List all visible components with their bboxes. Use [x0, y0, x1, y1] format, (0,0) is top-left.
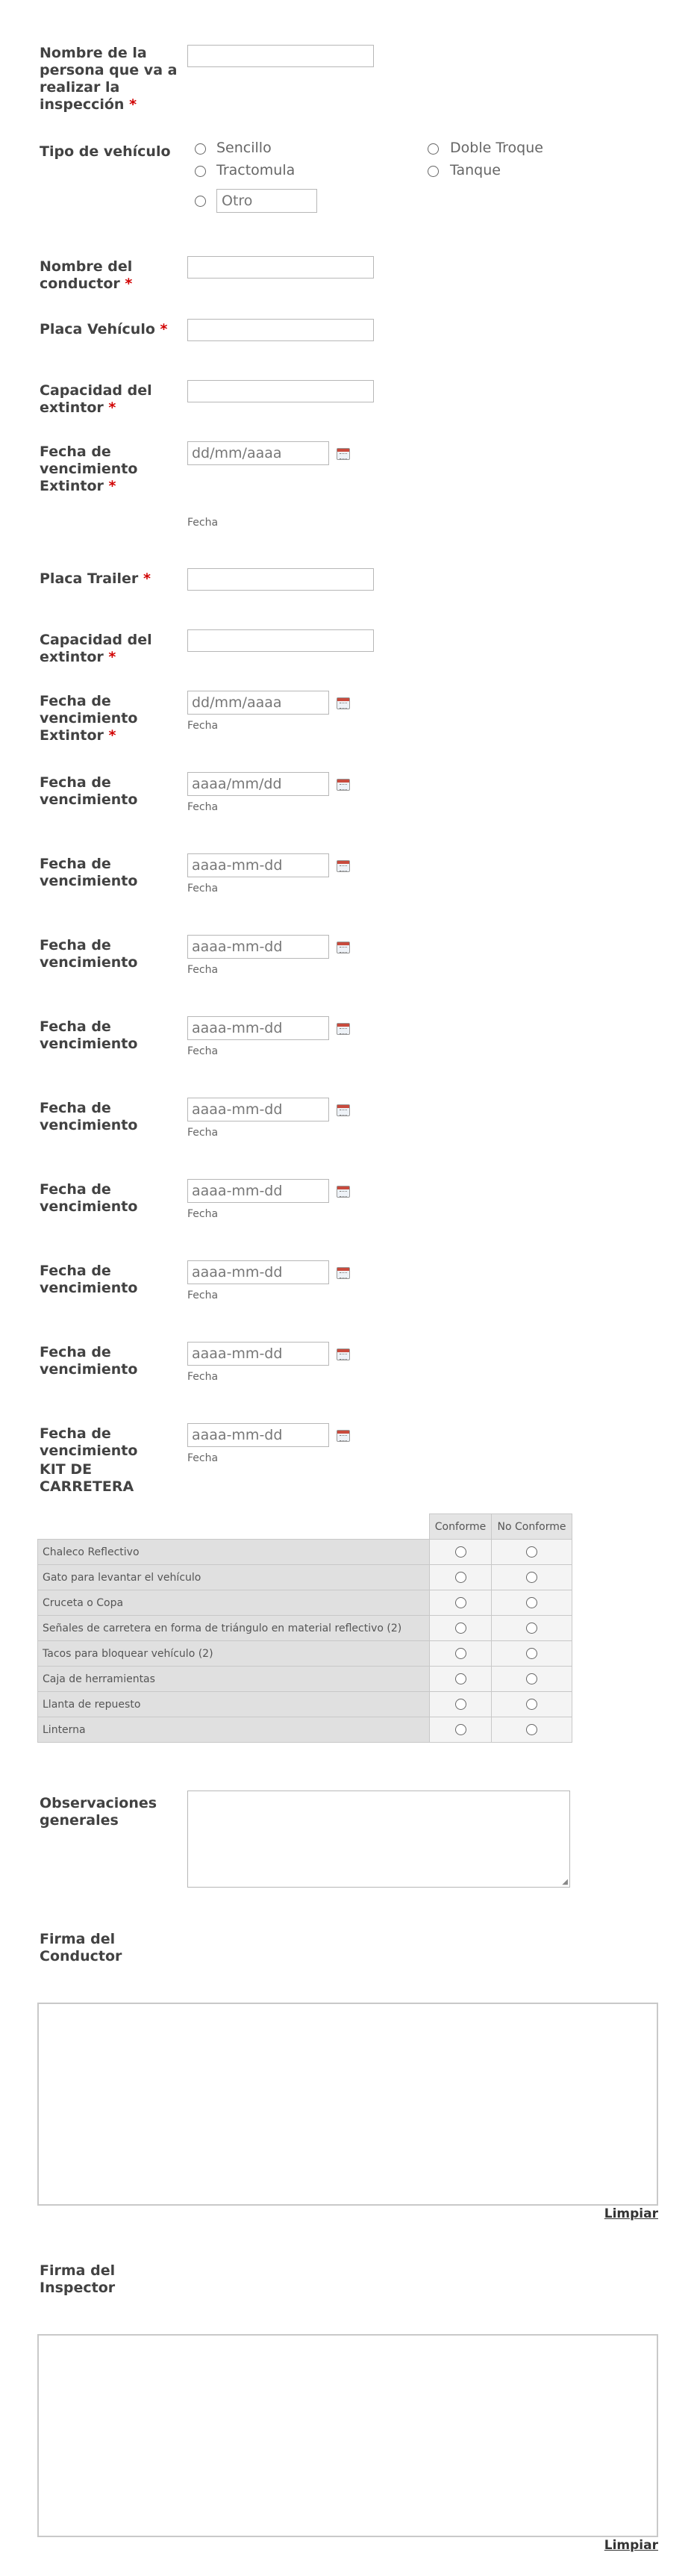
extinguisher-capacity-2-label: Capacidad del extintor * [40, 632, 152, 665]
vehicle-type-radio-doble-troque[interactable] [428, 143, 439, 155]
kit-header-conforme: Conforme [430, 1514, 492, 1540]
kit-cell-no-conforme [492, 1540, 572, 1565]
kit-title: KIT DE CARRETERA [40, 1461, 134, 1495]
calendar-icon[interactable] [337, 697, 350, 709]
kit-table [37, 1513, 572, 1743]
expiry-date-input[interactable]: aaaa-mm-dd [187, 1423, 329, 1447]
kit-cell-conforme [430, 1540, 492, 1565]
date-sublabel: Fecha [187, 1045, 219, 1057]
extinguisher-expiry-2-input[interactable]: dd/mm/aaaa [187, 691, 329, 715]
kit-cell-conforme [430, 1692, 492, 1717]
expiry-date-label: Fecha de vencimiento [40, 856, 138, 889]
extinguisher-capacity-label: Capacidad del extintor * [40, 382, 152, 416]
vehicle-type-other-input[interactable] [216, 189, 317, 213]
kit-row [38, 1667, 572, 1692]
kit-header-no-conforme: No Conforme [492, 1514, 572, 1540]
calendar-icon[interactable] [337, 1186, 350, 1198]
calendar-icon[interactable] [337, 1348, 350, 1360]
kit-cell-no-conforme [492, 1616, 572, 1641]
date-sublabel: Fecha [187, 1371, 219, 1383]
kit-cell-no-conforme [492, 1565, 572, 1590]
required-mark: * [129, 96, 137, 113]
required-mark: * [160, 321, 168, 337]
driver-name-input[interactable] [187, 256, 374, 279]
kit-radio-no-conforme[interactable] [526, 1546, 537, 1558]
kit-radio-no-conforme[interactable] [526, 1673, 537, 1684]
kit-cell-conforme [430, 1590, 492, 1616]
date-sublabel: Fecha [187, 1208, 219, 1220]
resize-handle-icon[interactable]: ◢ [562, 1878, 568, 1886]
kit-header-row [38, 1514, 572, 1540]
extinguisher-capacity-input[interactable] [187, 380, 374, 402]
vehicle-type-radio-tanque[interactable] [428, 166, 439, 177]
required-mark: * [143, 570, 151, 587]
kit-item-label: Tacos para bloquear vehículo (2) [38, 1641, 430, 1667]
kit-row [38, 1717, 572, 1743]
kit-radio-no-conforme[interactable] [526, 1699, 537, 1710]
observations-label: Observaciones generales [40, 1795, 157, 1829]
kit-radio-conforme[interactable] [455, 1699, 466, 1710]
kit-body [38, 1540, 572, 1743]
kit-radio-no-conforme[interactable] [526, 1648, 537, 1659]
trailer-plate-input[interactable] [187, 568, 374, 591]
expiry-date-label: Fecha de vencimiento [40, 1263, 138, 1296]
kit-radio-conforme[interactable] [455, 1572, 466, 1583]
kit-item-label: Chaleco Reflectivo [38, 1540, 430, 1565]
inspector-signature-clear-link[interactable]: Limpiar [604, 2538, 658, 2553]
calendar-icon[interactable] [337, 779, 350, 791]
kit-radio-conforme[interactable] [455, 1546, 466, 1558]
required-mark: * [108, 478, 116, 494]
inspector-name-label: Nombre de la persona que va a realizar la inspección * [40, 45, 178, 113]
vehicle-type-radio-tractomula[interactable] [195, 166, 206, 177]
expiry-date-label: Fecha de vencimiento [40, 1181, 138, 1215]
inspector-signature-label: Firma del Inspector [40, 2262, 116, 2296]
kit-row [38, 1641, 572, 1667]
calendar-icon[interactable] [337, 448, 350, 460]
vehicle-type-radio-sencillo[interactable] [195, 143, 206, 155]
kit-cell-conforme [430, 1667, 492, 1692]
date-sublabel: Fecha [187, 1289, 219, 1301]
extinguisher-expiry-input[interactable]: dd/mm/aaaa [187, 441, 329, 465]
expiry-date-input[interactable]: aaaa-mm-dd [187, 853, 329, 877]
vehicle-type-option-doble-troque: Doble Troque [450, 140, 543, 156]
date-sublabel: Fecha [187, 720, 219, 732]
required-mark: * [108, 727, 116, 744]
driver-signature-pad[interactable] [37, 2003, 658, 2206]
expiry-date-input[interactable]: aaaa-mm-dd [187, 1260, 329, 1284]
extinguisher-expiry-2-label: Fecha de vencimiento Extintor * [40, 693, 138, 744]
calendar-icon[interactable] [337, 942, 350, 953]
kit-cell-no-conforme [492, 1717, 572, 1743]
kit-cell-conforme [430, 1641, 492, 1667]
kit-header-empty [38, 1514, 430, 1540]
extinguisher-capacity-2-input[interactable] [187, 629, 374, 652]
observations-textarea[interactable] [187, 1791, 570, 1888]
kit-row [38, 1540, 572, 1565]
required-mark: * [108, 649, 116, 665]
kit-radio-no-conforme[interactable] [526, 1597, 537, 1608]
kit-row [38, 1590, 572, 1616]
expiry-date-input[interactable]: aaaa-mm-dd [187, 1016, 329, 1040]
driver-name-label: Nombre del conductor * [40, 258, 133, 292]
vehicle-plate-label: Placa Vehículo * [40, 321, 168, 337]
inspector-signature-pad[interactable] [37, 2334, 658, 2537]
expiry-date-label: Fecha de vencimiento [40, 774, 138, 808]
kit-item-label: Señales de carretera en forma de triángulo en material reflectivo (2) [38, 1616, 430, 1641]
expiry-date-input[interactable]: aaaa/mm/dd [187, 772, 329, 796]
expiry-date-input[interactable]: aaaa-mm-dd [187, 1342, 329, 1366]
kit-cell-no-conforme [492, 1667, 572, 1692]
kit-cell-conforme [430, 1565, 492, 1590]
kit-radio-conforme[interactable] [455, 1648, 466, 1659]
kit-row [38, 1692, 572, 1717]
kit-item-label: Caja de herramientas [38, 1667, 430, 1692]
kit-cell-conforme [430, 1616, 492, 1641]
kit-cell-conforme [430, 1717, 492, 1743]
calendar-icon[interactable] [337, 1430, 350, 1442]
kit-cell-no-conforme [492, 1692, 572, 1717]
vehicle-type-label: Tipo de vehículo [40, 143, 171, 160]
vehicle-type-option-tanque: Tanque [450, 162, 501, 178]
expiry-date-input[interactable]: aaaa-mm-dd [187, 1179, 329, 1203]
expiry-date-label: Fecha de vencimiento [40, 1425, 138, 1459]
required-mark: * [125, 276, 133, 292]
expiry-date-label: Fecha de vencimiento [40, 1018, 138, 1052]
date-sublabel: Fecha [187, 801, 219, 813]
vehicle-type-option-sencillo: Sencillo [216, 140, 272, 156]
date-sublabel: Fecha [187, 1127, 219, 1139]
driver-signature-clear-link[interactable]: Limpiar [604, 2206, 658, 2221]
kit-row [38, 1616, 572, 1641]
kit-radio-no-conforme[interactable] [526, 1572, 537, 1583]
calendar-icon[interactable] [337, 1267, 350, 1279]
expiry-date-label: Fecha de vencimiento [40, 1344, 138, 1378]
trailer-plate-label: Placa Trailer * [40, 570, 151, 587]
kit-radio-no-conforme[interactable] [526, 1724, 537, 1735]
kit-radio-conforme[interactable] [455, 1724, 466, 1735]
driver-signature-label: Firma del Conductor [40, 1931, 122, 1964]
kit-radio-conforme[interactable] [455, 1623, 466, 1634]
kit-radio-conforme[interactable] [455, 1597, 466, 1608]
date-sublabel: Fecha [187, 1452, 219, 1464]
expiry-date-input[interactable]: aaaa-mm-dd [187, 935, 329, 959]
kit-cell-no-conforme [492, 1641, 572, 1667]
kit-item-label: Gato para levantar el vehículo [38, 1565, 430, 1590]
vehicle-plate-input[interactable] [187, 319, 374, 341]
date-sublabel: Fecha [187, 964, 219, 976]
kit-radio-conforme[interactable] [455, 1673, 466, 1684]
date-sublabel: Fecha [187, 517, 219, 529]
kit-item-label: Llanta de repuesto [38, 1692, 430, 1717]
required-mark: * [108, 399, 116, 416]
kit-cell-no-conforme [492, 1590, 572, 1616]
kit-item-label: Linterna [38, 1717, 430, 1743]
kit-row [38, 1565, 572, 1590]
kit-radio-no-conforme[interactable] [526, 1623, 537, 1634]
calendar-icon[interactable] [337, 1023, 350, 1035]
calendar-icon[interactable] [337, 1104, 350, 1116]
expiry-date-input[interactable]: aaaa-mm-dd [187, 1098, 329, 1121]
expiry-date-label: Fecha de vencimiento [40, 937, 138, 971]
inspector-name-input[interactable] [187, 45, 374, 67]
expiry-date-label: Fecha de vencimiento [40, 1100, 138, 1133]
extinguisher-expiry-label: Fecha de vencimiento Extintor * [40, 444, 138, 494]
date-sublabel: Fecha [187, 883, 219, 895]
vehicle-type-radio-otro[interactable] [195, 196, 206, 207]
kit-item-label: Cruceta o Copa [38, 1590, 430, 1616]
calendar-icon[interactable] [337, 860, 350, 872]
vehicle-type-option-tractomula: Tractomula [216, 162, 296, 178]
